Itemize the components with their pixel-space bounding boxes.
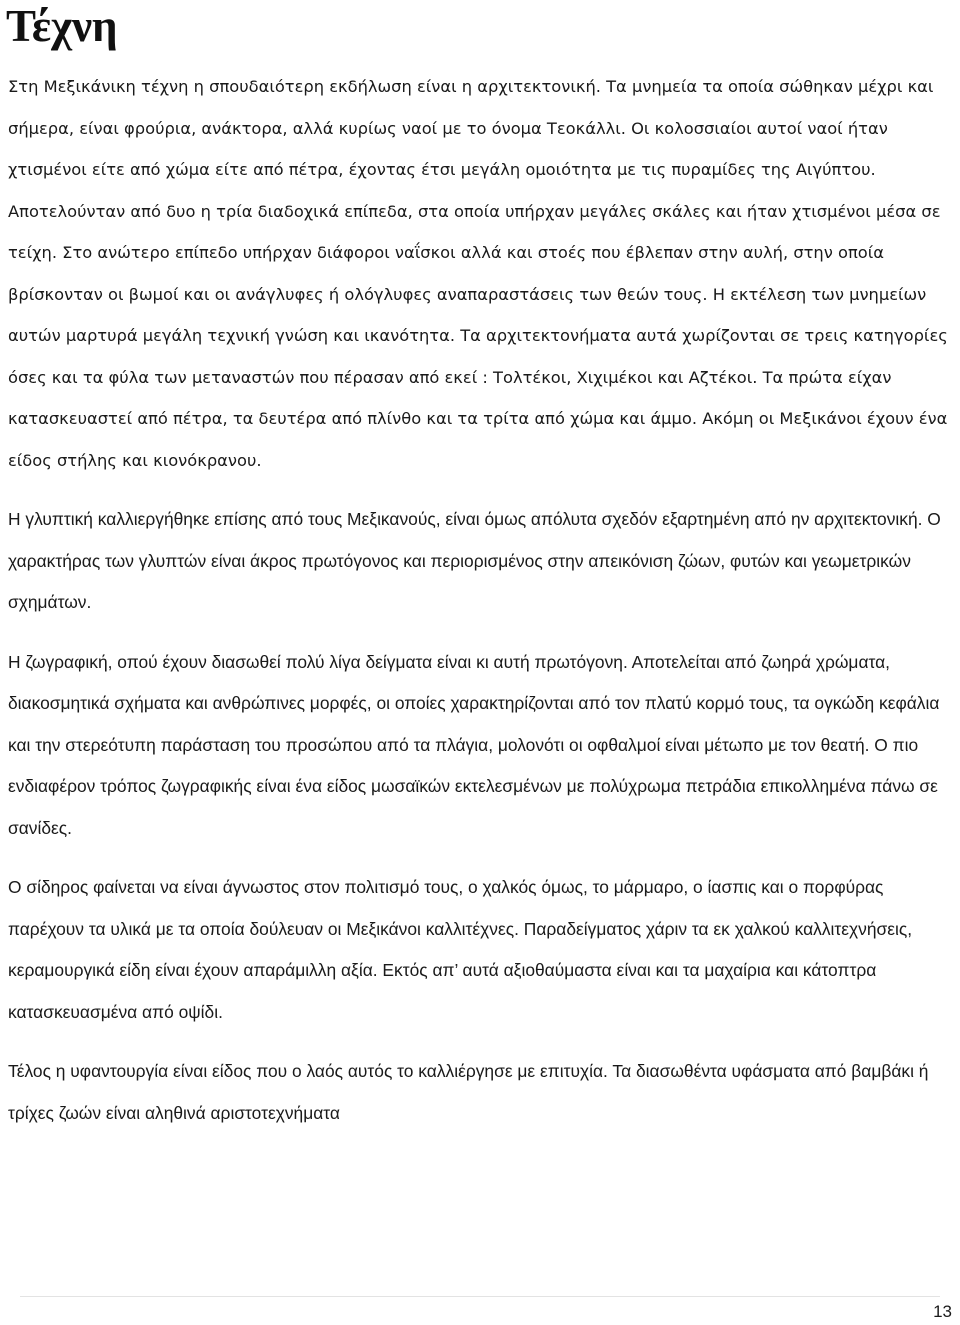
footer-divider: [20, 1296, 940, 1297]
paragraph-architecture: Στη Μεξικάνικη τέχνη η σπουδαιότερη εκδήλωση είναι η αρχιτεκτονική. Τα μνημεία τα οποία σώθηκαν μέχρι και σήμερα, είναι φρούρια, ανάκτορα, αλλά κυρίως ναοί με το όνομα Τεοκάλλι. Οι κολοσσιαίοι αυτοί ναοί ήταν χτισμένοι είτε από χώμα είτε από πέτρα, έχοντας έτσι μεγάλη ομοιότητα με τις πυραμίδες της Αιγύπτου. Αποτελούνταν από δυο η τρία διαδοχικά επίπεδα, στα οποία υπήρχαν μεγάλες σκάλες και ήταν χτισμένοι μέσα σε τείχη. Στο ανώτερο επίπεδο υπήρχαν διάφοροι ναΐσκοι αλλά και στοές που έβλεπαν στην αυλή, στην οποία βρίσκονταν οι βωμοί και οι ανάγλυφες ή ολόγλυφες αναπαραστάσεις των θεών τους. Η εκτέλεση των μνημείων αυτών μαρτυρά μεγάλη τεχνική γνώση και ικανότητα. Τα αρχιτεκτονήματα αυτά χωρίζονται σε τρεις κατηγορίες όσες και τα φύλα των μεταναστών που πέρασαν από εκεί : Τολτέκοι, Χιχιμέκοι και Αζτέκοι. Τα πρώτα είχαν κατασκευαστεί από πέτρα, τα δευτέρα από πλίνθο και τα τρίτα από χώμα και άμμο. Ακόμη οι Μεξικάνοι έχουν ένα είδος στήλης και κιονόκρανου.: [8, 77, 948, 470]
paragraph-materials: Ο σίδηρος φαίνεται να είναι άγνωστος στον πολιτισμό τους, ο χαλκός όμως, το μάρμαρο, ο ίασπις και ο πορφύρας παρέχουν τα υλικά με τα οποία δούλευαν οι Μεξικάνοι καλλιτέχνες. Παραδείγματος χάριν τα εκ χαλκού καλλιτεχνήσεις, κεραμουργικά είδη είναι έχουν απαράμιλλη αξία. Εκτός απ’ αυτά αξιοθαύμαστα είναι και τα μαχαίρια και κάτοπτρα κατασκευασμένα από οψίδι.: [8, 877, 913, 1022]
paragraph-sculpture: Η γλυπτική καλλιεργήθηκε επίσης από τους Μεξικανούς, είναι όμως απόλυτα σχεδόν εξαρτημένη από ην αρχιτεκτονική. Ο χαρακτήρας των γλυπτών είναι άκρος πρωτόγονος και περιορισμένος στην απεικόνιση ζώων, φυτών και γεωμετρικών σχημάτων.: [8, 509, 941, 612]
body-text: [8, 66, 953, 1152]
page-number: 13: [933, 1302, 952, 1321]
paragraph-painting: Η ζωγραφική, οπού έχουν διασωθεί πολύ λίγα δείγματα είναι κι αυτή πρωτόγονη. Αποτελείται από ζωηρά χρώματα, διακοσμητικά σχήματα και ανθρώπινες μορφές, οι οποίες χαρακτηρίζονται από τον πλατύ κορμό τους, τα ογκώδη κεφάλια και την στερεότυπη παράσταση του προσώπου από τα πλάγια, μολονότι οι οφθαλμοί είναι μέτωπο με τον θεατή. Ο πιο ενδιαφέρον τρόπος ζωγραφικής είναι ένα είδος μωσαϊκών εκτελεσμένων με πολύχρωμα πετράδια επικολλημένα πάνω σε σανίδες.: [8, 651, 940, 838]
paragraph-weaving: Τέλος η υφαντουργία είναι είδος που ο λαός αυτός το καλλιέργησε με επιτυχία. Τα διασωθέντα υφάσματα από βαμβάκι ή τρίχες ζωών είναι αληθινά αριστοτεχνήματα: [8, 1061, 929, 1123]
page-title: Τέχνη: [6, 1, 118, 51]
